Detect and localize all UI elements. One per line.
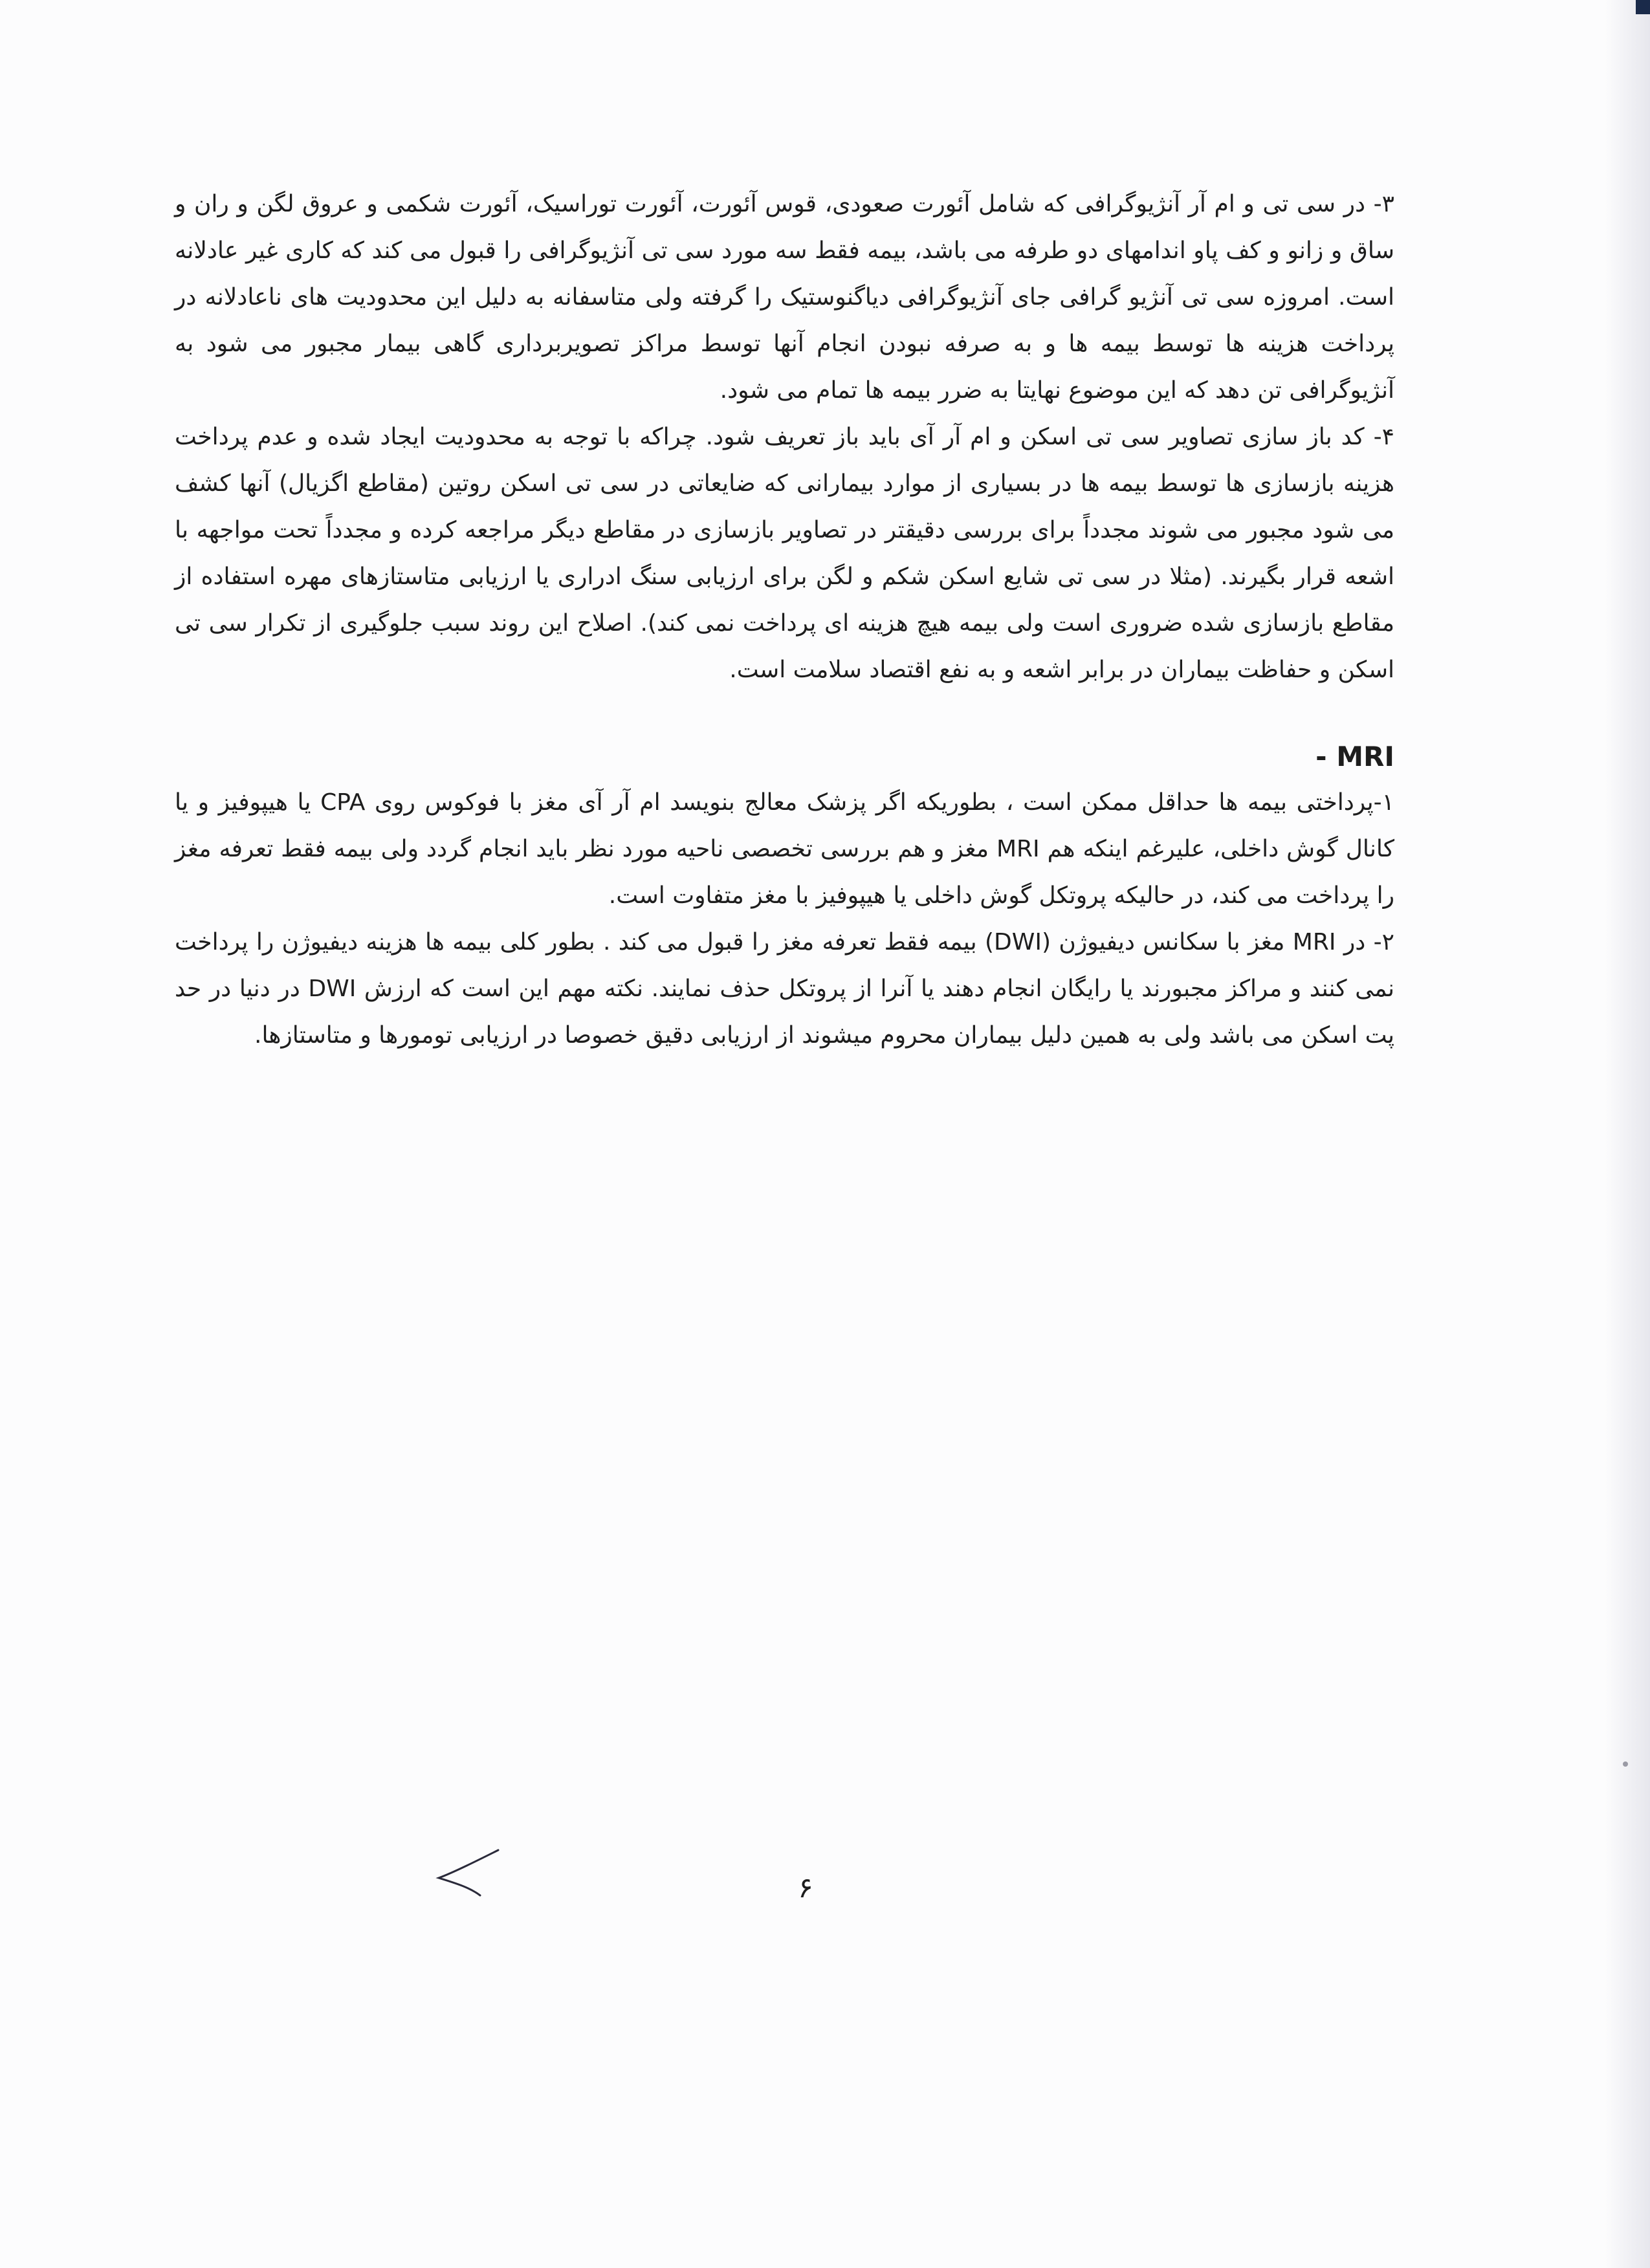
page-number: ۶ (798, 1871, 813, 1904)
paragraph-ct-angiography: ۳- در سی تی و ام آر آنژیوگرافی که شامل آئورت صعودی، قوس آئورت، آئورت توراسیک، آئورت شکمی و عروق لگن و ران و ساق و زانو و کف پاو اندامهای دو طرفه می باشد، بیمه فقط سه مورد سی تی آنژیوگرافی را قبول می کند که کاری غیر عادلانه است. امروزه سی تی آنژیو گرافی جای آنژیوگرافی دیاگنوستیک را گرفته ولی متاسفانه به دلیل این محدودیت های ناعادلانه در پرداخت هزینه ها توسط بیمه ها و به صرفه نبودن انجام آنها توسط مراکز تصویربرداری گاهی بیمار مجبور می شود به آنژیوگرافی تن دهد که این موضوع نهایتا به ضرر بیمه ها تمام می شود. (175, 191, 1394, 404)
corner-mark (1636, 0, 1650, 14)
paragraph-mri-payment: ۱-پرداختی بیمه ها حداقل ممکن است ، بطوریکه اگر پزشک معالج بنویسد ام آر آی مغز با فوکوس روی CPA یا هیپوفیز و یا کانال گوش داخلی، علیرغم اینکه هم MRI مغز و هم بررسی تخصصی ناحیه مورد نظر باید انجام گردد ولی بیمه فقط تعرفه مغز را پرداخت می کند، در حالیکه پروتکل گوش داخلی یا هیپوفیز با مغز متفاوت است. (175, 789, 1394, 909)
ct-section (175, 181, 1394, 693)
paragraph-reconstruction: ۴- کد باز سازی تصاویر سی تی اسکن و ام آر آی باید باز تعریف شود. چراکه با توجه به محدودیت ایجاد شده و عدم پرداخت هزینه بازسازی ها توسط بیمه ها در بسیاری از موارد بیمارانی که ضایعاتی در سی تی اسکن روتین (مقاطع اگزیال) آنها کشف می شود مجبور می شوند مجدداً برای بررسی دقیقتر در تصاویر بازسازی در مقاطع دیگر مراجعه کرده و مجدداً تحت مواجهه با اشعه قرار بگیرند. (مثلا در سی تی شایع اسکن شکم و لگن برای ارزیابی سنگ ادراری یا ارزیابی متاستازهای مهره استفاده از مقاطع بازسازی شده ضروری است ولی بیمه هیچ هزینه ای پرداخت نمی کند). اصلاح این روند سبب جلوگیری از تکرار سی تی اسکن و حفاظت بیماران در برابر اشعه و به نفع اقتصاد سلامت است. (175, 424, 1394, 683)
page-edge-shadow (1605, 0, 1650, 2268)
paper-speck (1621, 1760, 1630, 1769)
mri-heading: MRI - (1315, 741, 1394, 772)
mri-section (175, 780, 1394, 1059)
paragraph-mri-dwi: ۲- در MRI مغز با سکانس دیفیوژن (DWI) بیمه فقط تعرفه مغز را قبول می کند . بطور کلی بیمه ها هزینه دیفیوژن را پرداخت نمی کنند و مراکز مجبورند یا رایگان انجام دهند یا آنرا از پروتکل حذف نمایند. نکته مهم این است که ارزش DWI در دنیا در حد پت اسکن می باشد ولی به همین دلیل بیماران محروم میشوند از ارزیابی دقیق خصوصا در ارزیابی تومورها و متاستازها. (175, 929, 1395, 1049)
signature-mark (434, 1847, 505, 1899)
